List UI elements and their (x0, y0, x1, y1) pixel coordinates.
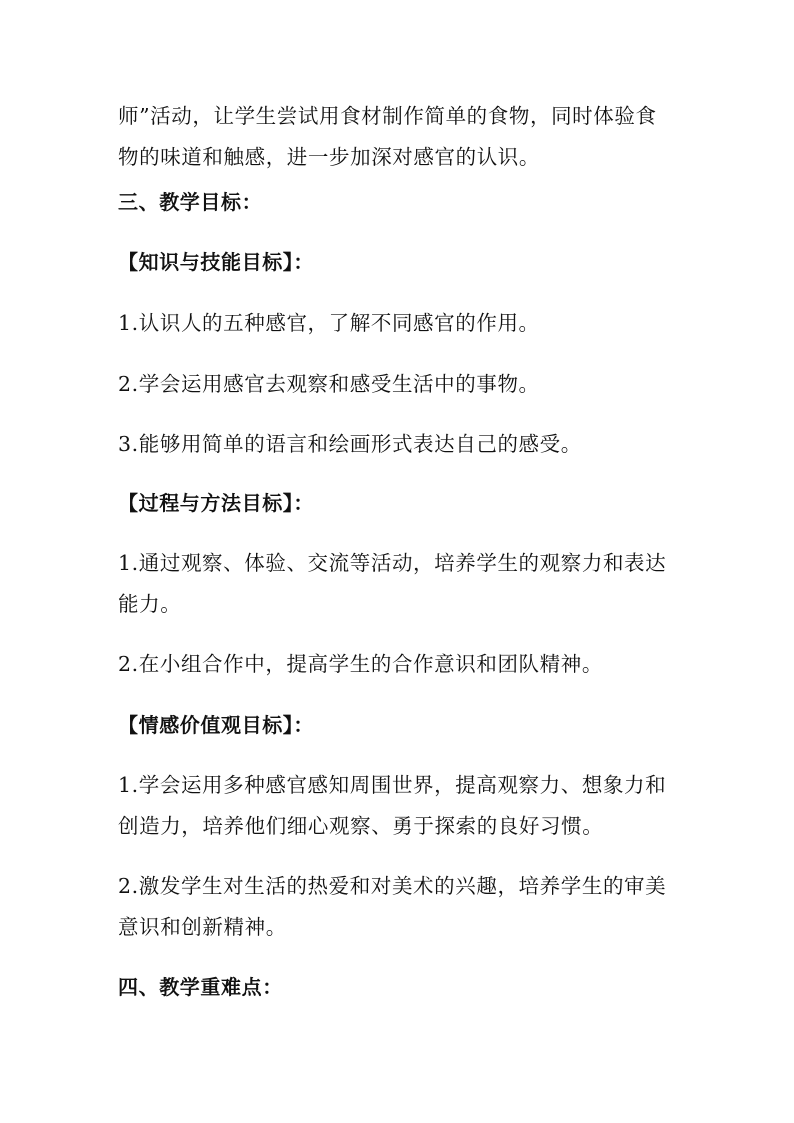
paragraph-line: 师”活动，让学生尝试用食材制作简单的食物，同时体验食 (118, 104, 657, 128)
list-item-continuation: 能力。 (118, 592, 182, 616)
list-item: 1.通过观察、体验、交流等活动，培养学生的观察力和表达 (118, 551, 667, 575)
list-item: 1.学会运用多种感官感知周围世界，提高观察力、想象力和 (118, 773, 667, 797)
list-item: 2.在小组合作中，提高学生的合作意识和团队精神。 (118, 652, 603, 676)
subheading-emotion-values: 【情感价值观目标】： (118, 713, 314, 737)
section-heading-key-difficulties: 四、教学重难点： (118, 975, 283, 999)
list-item: 2.激发学生对生活的热爱和对美术的兴趣，培养学生的审美 (118, 874, 667, 898)
subheading-knowledge-skills: 【知识与技能目标】： (118, 250, 314, 274)
section-heading-teaching-goals: 三、教学目标： (118, 190, 263, 214)
paragraph-line: 物的味道和触感，进一步加深对感官的认识。 (118, 145, 540, 169)
list-item: 3.能够用简单的语言和绘画形式表达自己的感受。 (118, 432, 582, 456)
list-item-continuation: 意识和创新精神。 (118, 915, 287, 939)
list-item: 2.学会运用感官去观察和感受生活中的事物。 (118, 372, 540, 396)
list-item-continuation: 创造力，培养他们细心观察、勇于探索的良好习惯。 (118, 814, 604, 838)
subheading-process-methods: 【过程与方法目标】： (118, 491, 314, 515)
list-item: 1.认识人的五种感官，了解不同感官的作用。 (118, 311, 540, 335)
